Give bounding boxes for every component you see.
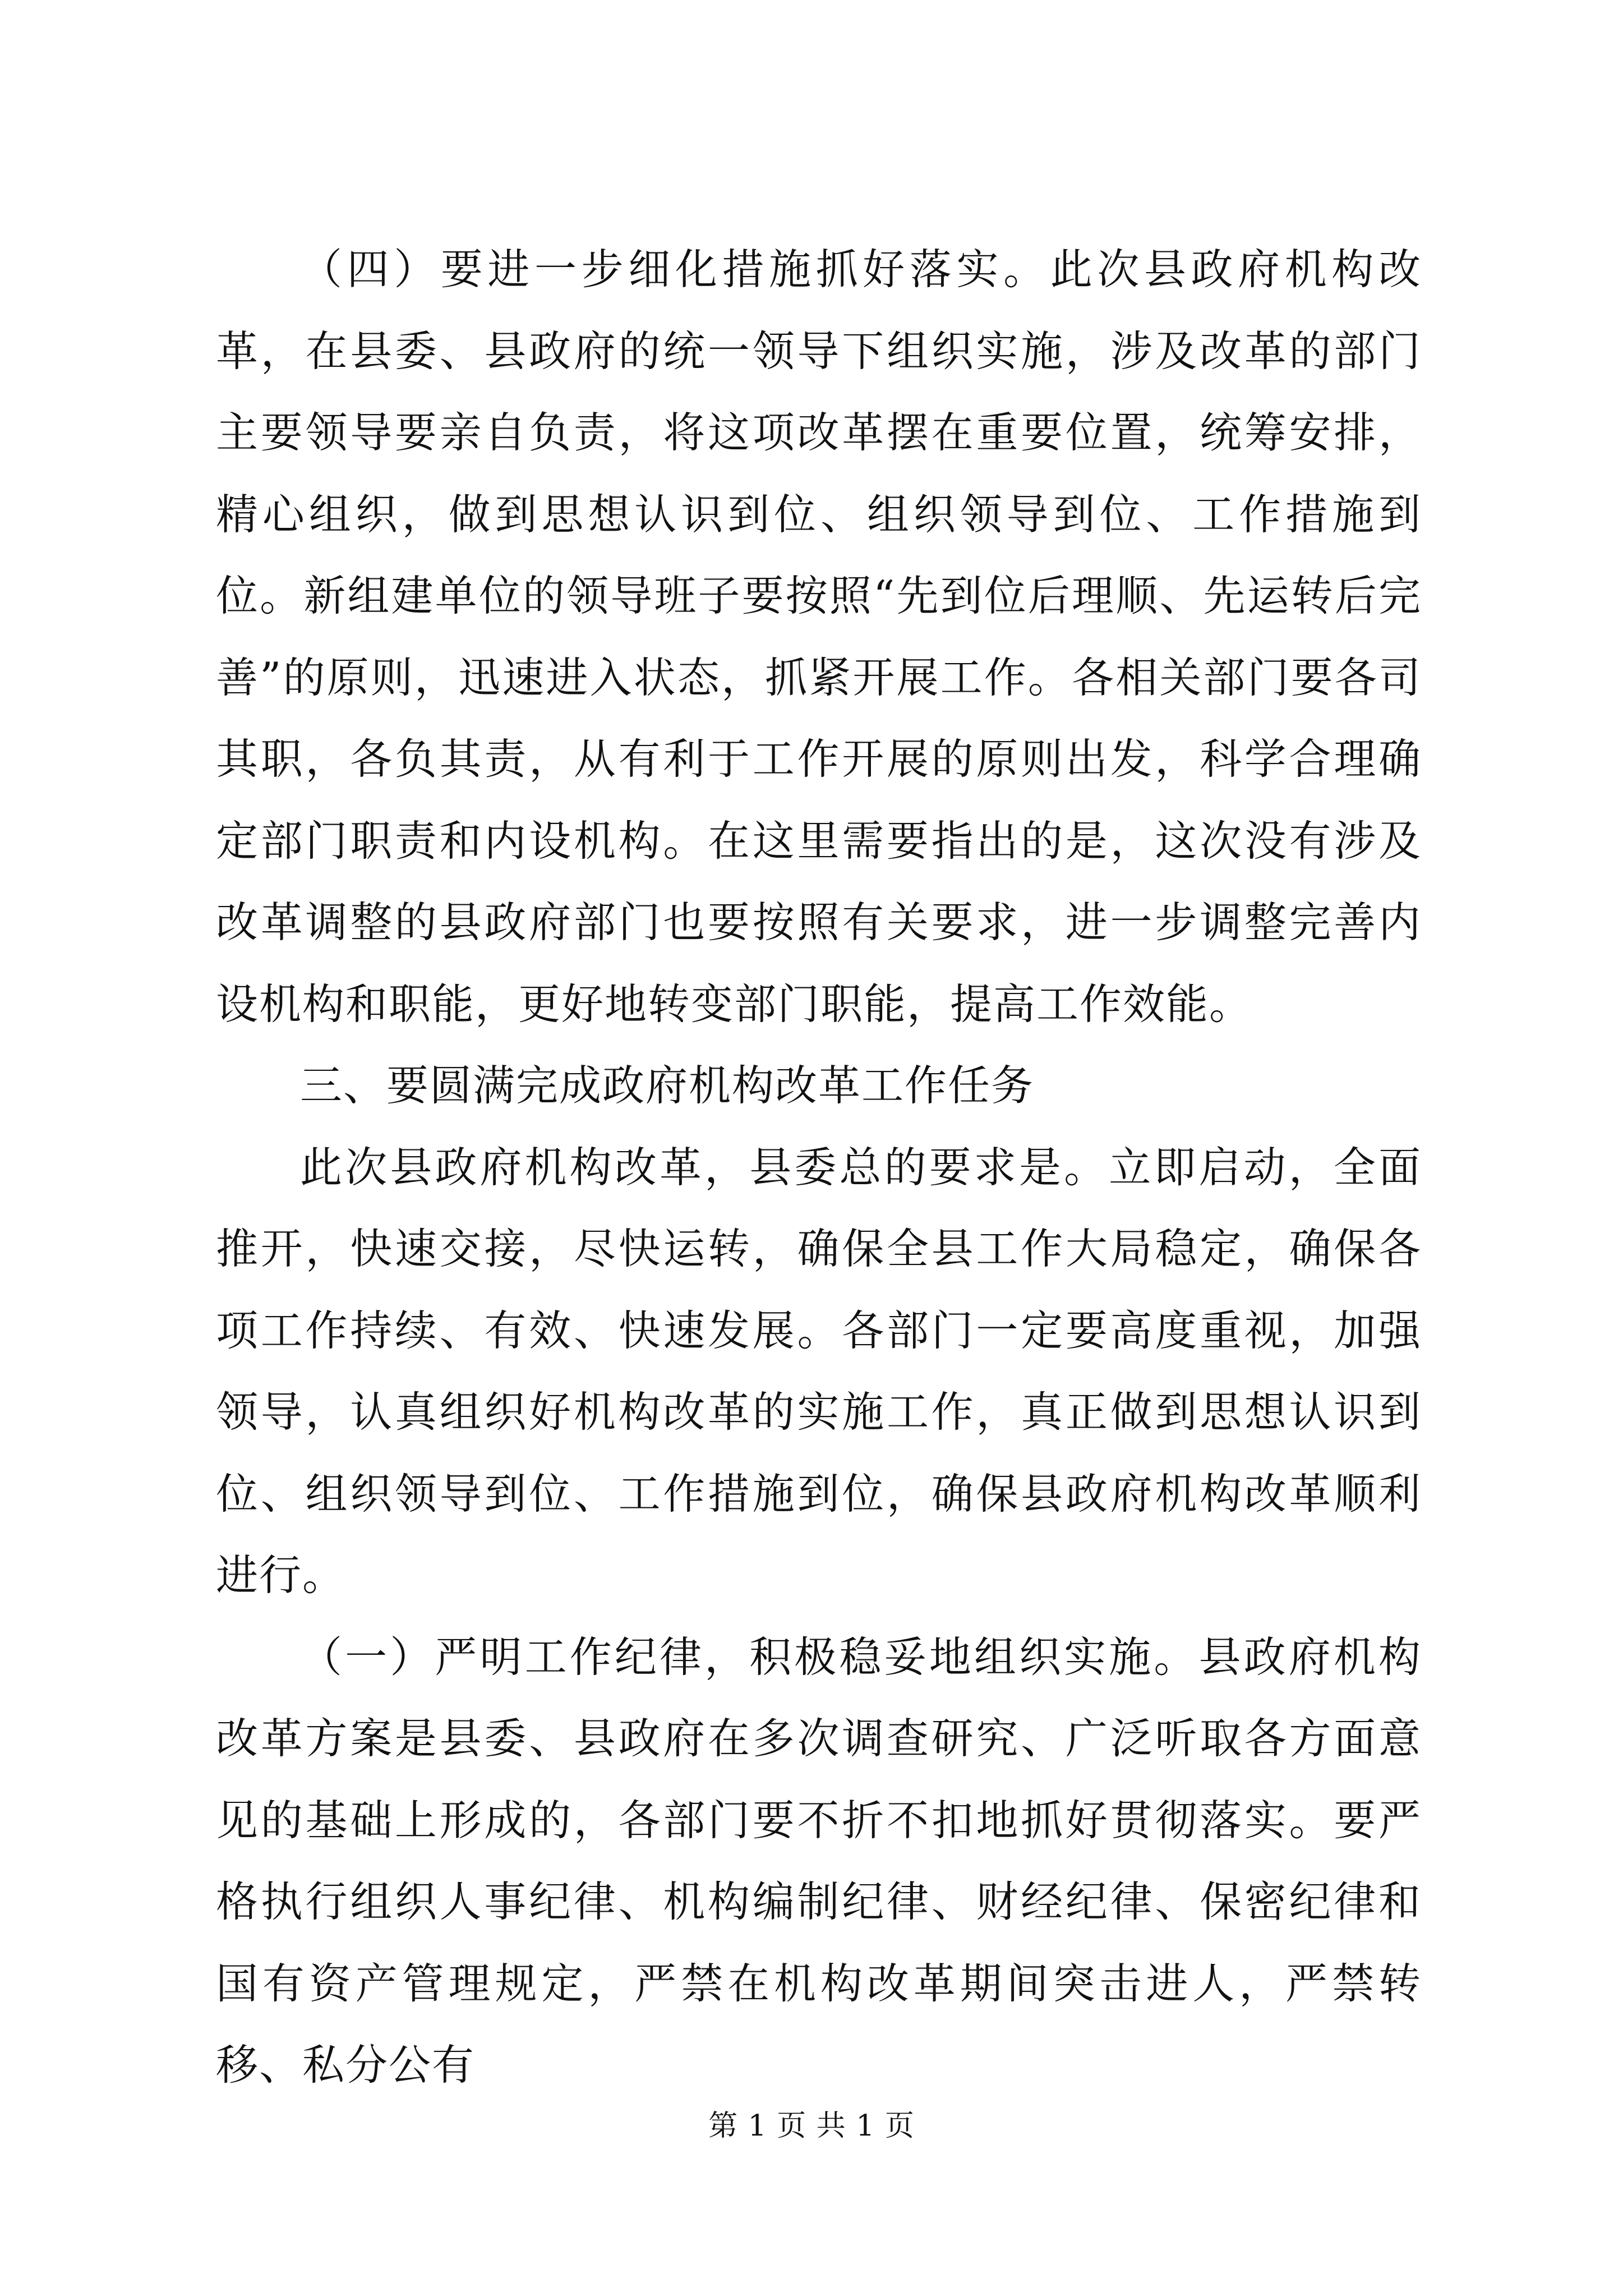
document-body [216, 229, 1422, 2106]
paragraph-county-requirements: 此次县政府机构改革，县委总的要求是。立即启动，全面推开，快速交接，尽快运转，确保全县工作大局稳定，确保各项工作持续、有效、快速发展。各部门一定要高度重视，加强领导，认真组织好机构改革的实施工作，真正做到思想认识到位、组织领导到位、工作措施到位，确保县政府机构改革顺利进行。 [216, 1142, 1422, 1600]
section-heading-3: 三、要圆满完成政府机构改革工作任务 [300, 1061, 1035, 1110]
page-number-footer: 第 1 页 共 1 页 [708, 2109, 915, 2143]
paragraph-section-4-implementation: （四）要进一步细化措施抓好落实。此次县政府机构改革，在县委、县政府的统一领导下组织实施，涉及改革的部门主要领导要亲自负责，将这项改革摆在重要位置，统筹安排，精心组织，做到思想认识到位、组织领导到位、工作措施到位。新组建单位的领导班子要按照“先到位后理顺、先运转后完善”的原则，迅速进入状态，抓紧开展工作。各相关部门要各司其职，各负其责，从有利于工作开展的原则出发，科学合理确定部门职责和内设机构。在这里需要指出的是，这次没有涉及改革调整的县政府部门也要按照有关要求，进一步调整完善内设机构和职能，更好地转变部门职能，提高工作效能。 [216, 245, 1422, 1029]
paragraph-section-1-discipline: （一）严明工作纪律，积极稳妥地组织实施。县政府机构改革方案是县委、县政府在多次调查研究、广泛听取各方面意见的基础上形成的，各部门要不折不扣地抓好贯彻落实。要严格执行组织人事纪律、机构编制纪律、财经纪律、保密纪律和国有资产管理规定，严禁在机构改革期间突击进人，严禁转移、私分公有 [216, 1632, 1422, 2090]
